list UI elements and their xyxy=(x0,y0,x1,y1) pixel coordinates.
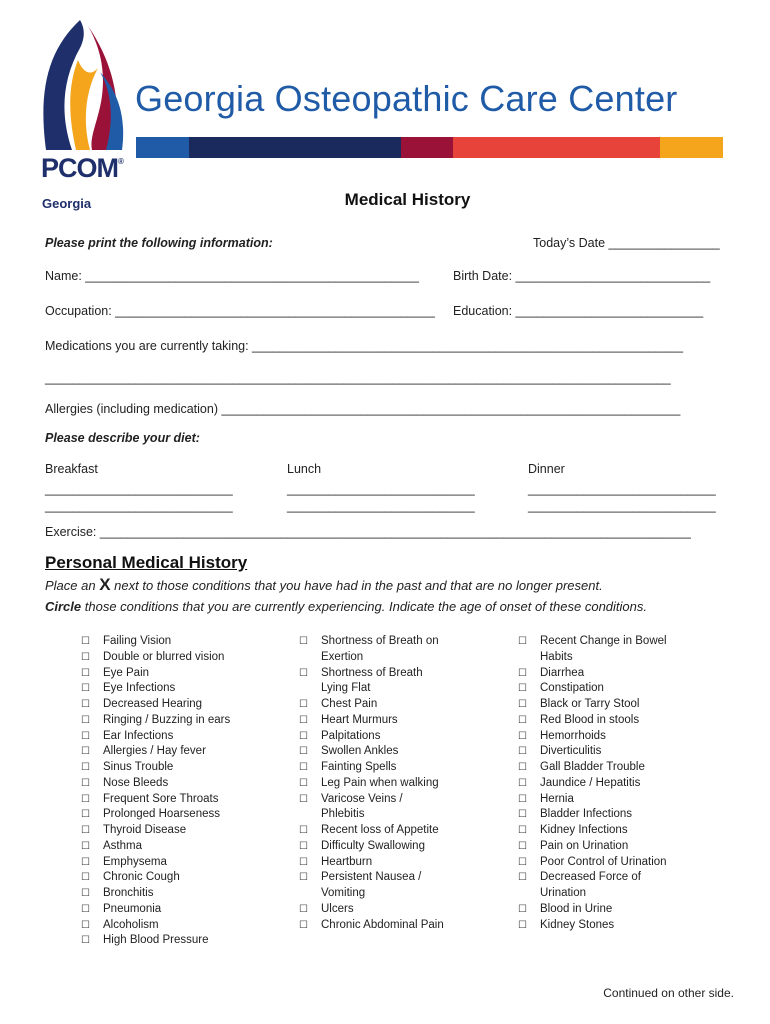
condition-label: Ringing / Buzzing in ears xyxy=(103,713,231,726)
breakfast-line-1[interactable]: ___________________________ xyxy=(45,482,233,496)
checkbox-icon[interactable]: ☐ xyxy=(299,872,308,884)
stripe-segment-navy xyxy=(189,137,401,158)
checkbox-icon[interactable]: ☐ xyxy=(81,699,90,710)
checkbox-icon[interactable]: ☐ xyxy=(299,714,308,726)
stripe-segment-coral xyxy=(453,137,660,158)
condition-item[interactable] xyxy=(299,634,445,666)
org-name: Georgia Osteopathic Care Center xyxy=(135,78,678,119)
education-field[interactable]: Education: ___________________________ xyxy=(453,304,704,318)
condition-label: Emphysema xyxy=(103,855,167,868)
condition-item[interactable] xyxy=(81,839,271,855)
condition-item[interactable] xyxy=(81,760,271,776)
condition-label: Chest Pain xyxy=(321,698,378,710)
condition-label: Chronic Abdominal Pain xyxy=(321,918,444,931)
checkbox-icon[interactable]: ☐ xyxy=(518,777,527,789)
condition-item[interactable] xyxy=(518,807,678,823)
checkbox-icon[interactable]: ☐ xyxy=(81,746,90,758)
condition-label: Prolonged Hoarseness xyxy=(103,808,220,821)
checkbox-icon[interactable]: ☐ xyxy=(81,730,90,742)
condition-label: Bladder Infections xyxy=(540,808,633,821)
condition-label: Gall Bladder Trouble xyxy=(540,761,645,773)
condition-label: Frequent Sore Throats xyxy=(103,792,219,805)
condition-item[interactable] xyxy=(518,681,678,697)
condition-item[interactable] xyxy=(299,855,445,871)
condition-label: Decreased Hearing xyxy=(103,698,203,710)
checkbox-icon[interactable]: ☐ xyxy=(81,919,90,931)
condition-item[interactable] xyxy=(518,792,678,808)
condition-item[interactable] xyxy=(81,776,271,792)
meal-label-dinner: Dinner xyxy=(528,462,565,476)
condition-label: Red Blood in stools xyxy=(540,713,640,726)
checkbox-icon[interactable]: ☐ xyxy=(518,746,527,758)
pcom-flame-logo-icon xyxy=(38,20,128,152)
condition-label: Black or Tarry Stool xyxy=(540,698,640,710)
condition-item[interactable] xyxy=(81,634,271,650)
condition-item[interactable] xyxy=(518,870,678,902)
checkbox-icon[interactable]: ☐ xyxy=(299,840,308,852)
checkbox-icon[interactable]: ☐ xyxy=(299,730,308,742)
condition-label: Decreased Force of Urination xyxy=(540,871,641,899)
checkbox-icon[interactable]: ☐ xyxy=(81,903,90,915)
name-field[interactable]: Name: ________________________________________________ xyxy=(45,269,419,283)
condition-item[interactable] xyxy=(299,870,445,902)
condition-label: Recent Change in Bowel Habits xyxy=(540,635,667,663)
condition-item[interactable] xyxy=(299,918,445,934)
breakfast-line-2[interactable]: ___________________________ xyxy=(45,499,233,513)
condition-label: Kidney Stones xyxy=(540,918,615,931)
condition-label: Diarrhea xyxy=(540,666,585,679)
instruction-current-conditions: Circle those conditions that you are currently experiencing. Indicate the age of onset of these conditions. xyxy=(45,599,647,614)
checkbox-icon[interactable]: ☐ xyxy=(518,840,527,852)
condition-label: Chronic Cough xyxy=(103,871,180,884)
checkbox-icon[interactable]: ☐ xyxy=(81,651,90,663)
conditions-column-2 xyxy=(299,634,445,933)
condition-item[interactable] xyxy=(518,839,678,855)
condition-item[interactable] xyxy=(518,729,678,745)
condition-item[interactable] xyxy=(518,823,678,839)
dinner-line-1[interactable]: ___________________________ xyxy=(528,482,716,496)
condition-label: Heart Murmurs xyxy=(321,713,398,726)
condition-label: Sinus Trouble xyxy=(103,761,174,773)
condition-label: Pain on Urination xyxy=(540,839,629,852)
condition-item[interactable] xyxy=(81,666,271,682)
checkbox-icon[interactable]: ☐ xyxy=(81,714,90,726)
diet-prompt: Please describe your diet: xyxy=(45,431,200,445)
meal-label-breakfast: Breakfast xyxy=(45,462,98,476)
lunch-line-1[interactable]: ___________________________ xyxy=(287,482,475,496)
checkbox-icon[interactable]: ☐ xyxy=(299,699,308,710)
checkbox-icon[interactable]: ☐ xyxy=(81,809,90,821)
conditions-column-1 xyxy=(81,634,271,949)
condition-item[interactable] xyxy=(299,839,445,855)
conditions-column-3 xyxy=(518,634,678,933)
condition-item[interactable] xyxy=(518,666,678,682)
checkbox-icon[interactable]: ☐ xyxy=(299,636,308,647)
checkbox-icon[interactable]: ☐ xyxy=(518,809,527,821)
checkbox-icon[interactable]: ☐ xyxy=(299,762,308,773)
condition-item[interactable] xyxy=(81,902,271,918)
condition-item[interactable] xyxy=(81,713,271,729)
condition-item[interactable] xyxy=(518,902,678,918)
condition-label: Nose Bleeds xyxy=(103,776,169,789)
condition-item[interactable] xyxy=(518,744,678,760)
condition-item[interactable] xyxy=(518,855,678,871)
condition-label: Eye Pain xyxy=(103,666,150,679)
condition-label: Jaundice / Hepatitis xyxy=(540,776,641,789)
condition-item[interactable] xyxy=(299,902,445,918)
condition-label: Palpitations xyxy=(321,729,381,742)
condition-label: Ear Infections xyxy=(103,729,174,742)
checkbox-icon[interactable]: ☐ xyxy=(299,777,308,789)
condition-label: Swollen Ankles xyxy=(321,745,399,758)
checkbox-icon[interactable]: ☐ xyxy=(81,777,90,789)
condition-label: Kidney Infections xyxy=(540,824,628,836)
condition-label: Poor Control of Urination xyxy=(540,855,667,868)
checkbox-icon[interactable]: ☐ xyxy=(518,825,527,836)
condition-item[interactable] xyxy=(299,760,445,776)
condition-label: Thyroid Disease xyxy=(103,824,187,836)
condition-item[interactable] xyxy=(81,933,271,949)
checkbox-icon[interactable]: ☐ xyxy=(81,636,90,647)
medications-field[interactable]: Medications you are currently taking: ______________________________________________________________ xyxy=(45,339,684,353)
condition-item[interactable] xyxy=(81,729,271,745)
condition-label: Diverticulitis xyxy=(540,745,602,758)
condition-item[interactable] xyxy=(81,855,271,871)
condition-item[interactable] xyxy=(518,776,678,792)
document-title: Medical History xyxy=(344,190,471,209)
condition-label: Hernia xyxy=(540,792,574,805)
checkbox-icon[interactable]: ☐ xyxy=(518,762,527,773)
condition-item[interactable] xyxy=(299,776,445,792)
checkbox-icon[interactable]: ☐ xyxy=(518,903,527,915)
checkbox-icon[interactable]: ☐ xyxy=(299,856,308,868)
registered-mark: ® xyxy=(118,157,123,166)
please-print-label: Please print the following information: xyxy=(45,236,273,250)
checkbox-icon[interactable]: ☐ xyxy=(518,872,527,884)
pcom-logo-text: PCOM® xyxy=(41,153,123,183)
condition-label: High Blood Pressure xyxy=(103,934,209,947)
checkbox-icon[interactable]: ☐ xyxy=(518,730,527,742)
condition-item[interactable] xyxy=(299,729,445,745)
checkbox-icon[interactable]: ☐ xyxy=(518,714,527,726)
condition-item[interactable] xyxy=(518,697,678,713)
condition-item[interactable] xyxy=(299,666,445,698)
medications-field-line2[interactable]: __________________________________________________________________________________________ xyxy=(45,371,671,385)
condition-item[interactable] xyxy=(299,744,445,760)
exercise-field[interactable]: Exercise: _____________________________________________________________________________________ xyxy=(45,525,691,539)
condition-label: Leg Pain when walking xyxy=(321,776,439,789)
x-mark: X xyxy=(99,575,111,594)
condition-item[interactable] xyxy=(81,807,271,823)
stripe-segment-gold xyxy=(660,137,723,158)
condition-item[interactable] xyxy=(299,823,445,839)
condition-item[interactable] xyxy=(81,918,271,934)
checkbox-icon[interactable]: ☐ xyxy=(81,888,90,899)
condition-label: Blood in Urine xyxy=(540,902,613,915)
dinner-line-2[interactable]: ___________________________ xyxy=(528,499,716,513)
condition-item[interactable] xyxy=(299,697,445,713)
checkbox-icon[interactable]: ☐ xyxy=(299,667,308,679)
checkbox-icon[interactable]: ☐ xyxy=(81,683,90,695)
condition-label: Double or blurred vision xyxy=(103,650,225,663)
condition-label: Alcoholism xyxy=(103,918,159,931)
checkbox-icon[interactable]: ☐ xyxy=(81,856,90,868)
condition-item[interactable] xyxy=(299,713,445,729)
condition-label: Failing Vision xyxy=(103,635,172,647)
checkbox-icon[interactable]: ☐ xyxy=(299,825,308,836)
checkbox-icon[interactable]: ☐ xyxy=(81,872,90,884)
condition-item[interactable] xyxy=(518,918,678,934)
condition-label: Difficulty Swallowing xyxy=(321,839,425,852)
condition-label: Heartburn xyxy=(321,855,373,868)
checkbox-icon[interactable]: ☐ xyxy=(518,636,527,647)
checkbox-icon[interactable]: ☐ xyxy=(518,699,527,710)
instruction-past-conditions: Place an X next to those conditions that you have had in the past and that are no longer present. xyxy=(45,575,603,594)
color-stripe xyxy=(136,137,723,158)
condition-label: Bronchitis xyxy=(103,887,154,899)
condition-label: Fainting Spells xyxy=(321,761,397,773)
checkbox-icon[interactable]: ☐ xyxy=(81,840,90,852)
condition-item[interactable] xyxy=(81,870,271,886)
personal-history-heading: Personal Medical History xyxy=(45,553,248,572)
checkbox-icon[interactable]: ☐ xyxy=(299,903,308,915)
checkbox-icon[interactable]: ☐ xyxy=(81,825,90,836)
condition-item[interactable] xyxy=(81,744,271,760)
checkbox-icon[interactable]: ☐ xyxy=(81,667,90,679)
condition-label: Shortness of Breath on Exertion xyxy=(321,635,439,663)
checkbox-icon[interactable]: ☐ xyxy=(81,935,90,947)
checkbox-icon[interactable]: ☐ xyxy=(518,793,527,805)
checkbox-icon[interactable]: ☐ xyxy=(81,793,90,805)
checkbox-icon[interactable]: ☐ xyxy=(518,667,527,679)
condition-item[interactable] xyxy=(518,634,678,666)
stripe-segment-red xyxy=(401,137,453,158)
condition-label: Ulcers xyxy=(321,902,354,915)
condition-label: Allergies / Hay fever xyxy=(103,745,206,758)
condition-label: Shortness of Breath Lying Flat xyxy=(321,666,423,695)
birth-date-field[interactable]: Birth Date: ____________________________ xyxy=(453,269,711,283)
condition-label: Recent loss of Appetite xyxy=(321,824,439,836)
checkbox-icon[interactable]: ☐ xyxy=(299,919,308,931)
condition-item[interactable] xyxy=(81,650,271,666)
occupation-field[interactable]: Occupation: ______________________________________________ xyxy=(45,304,435,318)
condition-label: Asthma xyxy=(103,839,142,852)
condition-label: Eye Infections xyxy=(103,682,176,695)
checkbox-icon[interactable]: ☐ xyxy=(299,746,308,758)
condition-item[interactable] xyxy=(81,886,271,902)
checkbox-icon[interactable]: ☐ xyxy=(299,793,308,805)
checkbox-icon[interactable]: ☐ xyxy=(81,762,90,773)
condition-item[interactable] xyxy=(518,760,678,776)
condition-item[interactable] xyxy=(299,792,445,824)
continued-note: Continued on other side. xyxy=(603,986,734,1000)
condition-label: Varicose Veins / Phlebitis xyxy=(321,792,403,821)
allergies-field[interactable]: Allergies (including medication) __________________________________________________________________ xyxy=(45,402,681,416)
condition-label: Constipation xyxy=(540,682,604,695)
pcom-logo-subtitle: Georgia xyxy=(42,196,92,211)
meal-label-lunch: Lunch xyxy=(287,462,322,476)
todays-date-field[interactable]: Today’s Date ________________ xyxy=(533,236,720,250)
checkbox-icon[interactable]: ☐ xyxy=(518,919,527,931)
checkbox-icon[interactable]: ☐ xyxy=(518,683,527,695)
checkbox-icon[interactable]: ☐ xyxy=(518,856,527,868)
stripe-segment-blue xyxy=(136,137,189,158)
condition-label: Persistent Nausea / Vomiting xyxy=(321,871,422,899)
condition-item[interactable] xyxy=(81,823,271,839)
condition-label: Hemorrhoids xyxy=(540,729,606,742)
condition-item[interactable] xyxy=(81,697,271,713)
condition-item[interactable] xyxy=(81,681,271,697)
condition-item[interactable] xyxy=(81,792,271,808)
lunch-line-2[interactable]: ___________________________ xyxy=(287,499,475,513)
condition-item[interactable] xyxy=(518,713,678,729)
condition-label: Pneumonia xyxy=(103,902,162,915)
